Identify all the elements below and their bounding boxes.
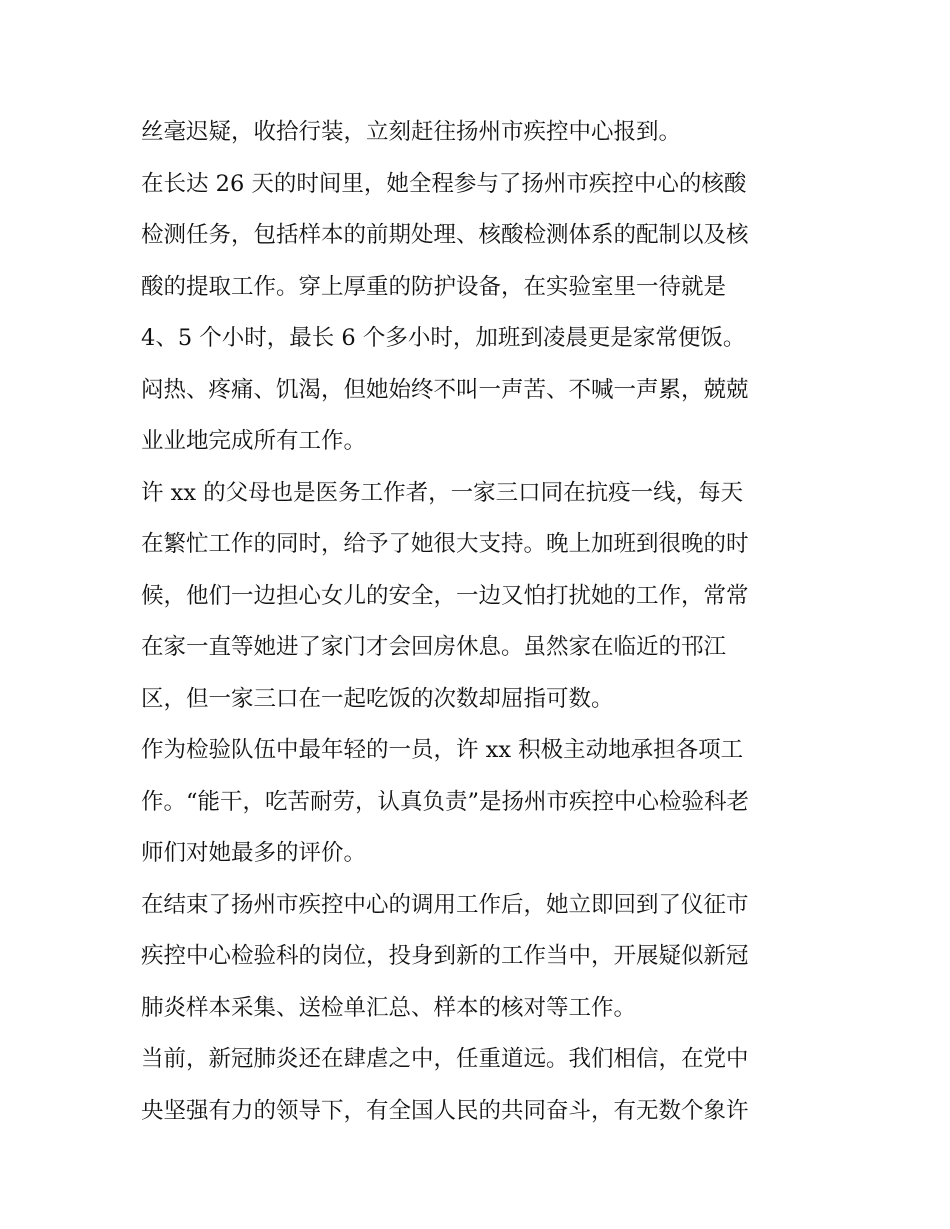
text-line: 检测任务，包括样本的前期处理、核酸检测体系的配制以及核 [141, 222, 749, 248]
text-line: 肺炎样本采集、送检单汇总、样本的核对等工作。 [141, 994, 637, 1021]
text-line: 在繁忙工作的同时，给予了她很大支持。晚上加班到很晚的时 [141, 531, 749, 557]
text-line: 候，他们一边担心女儿的安全，一边又怕打扰她的工作，常常 [141, 582, 749, 609]
text-line: 在家一直等她进了家门才会回房休息。虽然家在临近的邗江 [141, 634, 727, 660]
text-line: 许 xx 的父母也是医务工作者，一家三口同在抗疫一线，每天 [141, 479, 744, 506]
text-line: 闷热、疼痛、饥渴，但她始终不叫一声苦、不喊一声累，兢兢 [141, 376, 749, 403]
text-line: 作。“能干，吃苦耐劳，认真负责”是扬州市疾控中心检验科老 [141, 788, 750, 815]
text-line: 央坚强有力的领导下，有全国人民的共同奋斗，有无数个象许 [141, 1097, 749, 1124]
text-line: 酸的提取工作。穿上厚重的防护设备，在实验室里一待就是 [141, 273, 727, 300]
text-line: 在结束了扬州市疾控中心的调用工作后，她立即回到了仪征市 [141, 891, 749, 918]
text-line: 师们对她最多的评价。 [141, 840, 367, 866]
text-line: 业业地完成所有工作。 [141, 428, 367, 454]
text-line: 4、5 个小时，最长 6 个多小时，加班到凌晨更是家常便饭。 [141, 325, 746, 351]
text-line: 当前，新冠肺炎还在肆虐之中，任重道远。我们相信，在党中 [141, 1046, 749, 1072]
text-line: 丝毫迟疑，收拾行装，立刻赶往扬州市疾控中心报到。 [141, 119, 682, 145]
text-line: 区，但一家三口在一起吃饭的次数却屈指可数。 [141, 685, 614, 712]
body-text [141, 107, 821, 1137]
text-line: 作为检验队伍中最年轻的一员，许 xx 积极主动地承担各项工 [141, 737, 744, 763]
text-line: 在长达 26 天的时间里，她全程参与了扬州市疾控中心的核酸 [141, 170, 747, 197]
text-line: 疾控中心检验科的岗位，投身到新的工作当中，开展疑似新冠 [141, 943, 749, 969]
